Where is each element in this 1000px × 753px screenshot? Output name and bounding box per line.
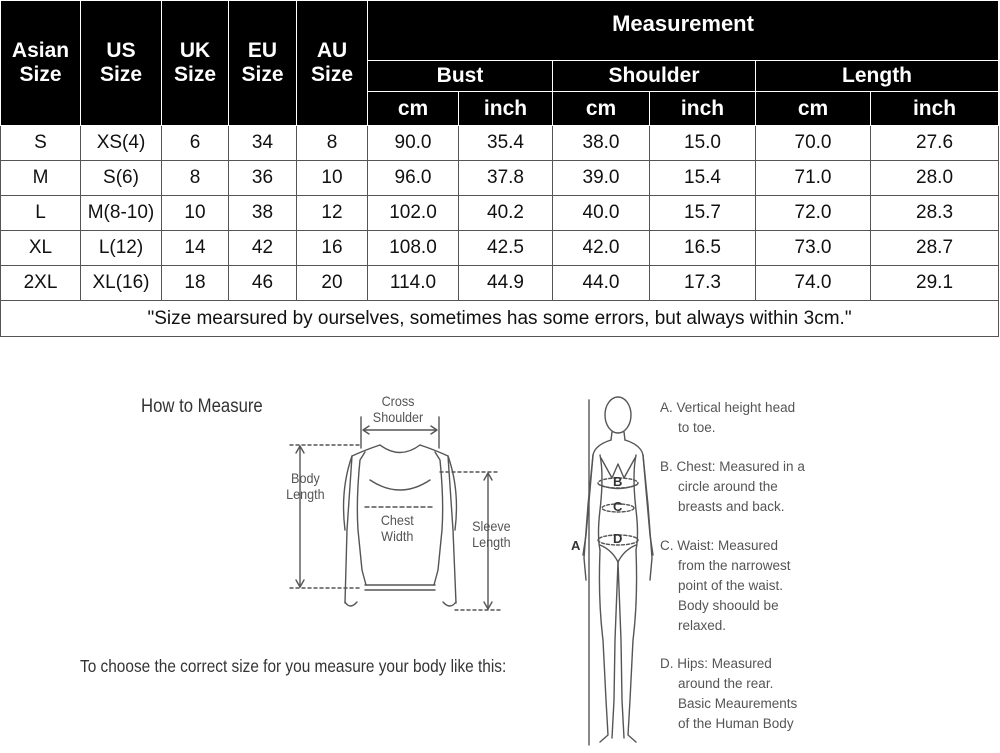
cell-shoulder-inch: 15.0 <box>650 126 756 161</box>
header-length-inch: inch <box>871 92 999 126</box>
header-eu-size: EU Size <box>229 1 297 126</box>
header-uk-size: UK Size <box>162 1 229 126</box>
sleeve-length-label: Sleeve Length <box>472 518 511 550</box>
cell-bust-cm: 96.0 <box>368 161 459 196</box>
cell-us-size: XS(4) <box>81 126 162 161</box>
header-bust-inch: inch <box>459 92 553 126</box>
cell-shoulder-inch: 15.7 <box>650 196 756 231</box>
size-note: "Size mearsured by ourselves, sometimes has some errors, but always within 3cm." <box>1 301 999 337</box>
header-shoulder-cm: cm <box>553 92 650 126</box>
cell-eu-size: 36 <box>229 161 297 196</box>
chest-width-label: Chest Width <box>380 512 414 544</box>
header-us-size: US Size <box>81 1 162 126</box>
legend-a: A. Vertical height head to toe. <box>660 400 796 435</box>
legend-d: D. Hips: Measured around the rear. Basic Meaurements of the Human Body <box>660 656 798 731</box>
cross-shoulder-label: Cross Shoulder <box>372 393 424 425</box>
cell-uk-size: 6 <box>162 126 229 161</box>
cell-shoulder-inch: 15.4 <box>650 161 756 196</box>
how-to-measure-title: How to Measure <box>141 396 263 417</box>
cell-asian-size: S <box>1 126 81 161</box>
cell-bust-inch: 44.9 <box>459 266 553 301</box>
legend-c: C. Waist: Measured from the narrowest point of the waist. Body shoould be relaxed. <box>660 538 791 633</box>
header-au-size: AU Size <box>297 1 368 126</box>
body-length-label: Body Length <box>286 470 325 502</box>
header-shoulder: Shoulder <box>553 61 756 92</box>
cell-uk-size: 18 <box>162 266 229 301</box>
cell-us-size: L(12) <box>81 231 162 266</box>
cell-uk-size: 10 <box>162 196 229 231</box>
cell-au-size: 20 <box>297 266 368 301</box>
cell-asian-size: 2XL <box>1 266 81 301</box>
cell-bust-cm: 102.0 <box>368 196 459 231</box>
cell-shoulder-cm: 40.0 <box>553 196 650 231</box>
cell-shoulder-inch: 17.3 <box>650 266 756 301</box>
cell-us-size: XL(16) <box>81 266 162 301</box>
header-bust-cm: cm <box>368 92 459 126</box>
cell-bust-inch: 35.4 <box>459 126 553 161</box>
cell-au-size: 16 <box>297 231 368 266</box>
cell-shoulder-cm: 44.0 <box>553 266 650 301</box>
cell-bust-inch: 42.5 <box>459 231 553 266</box>
cell-uk-size: 14 <box>162 231 229 266</box>
cell-bust-cm: 114.0 <box>368 266 459 301</box>
cell-bust-cm: 90.0 <box>368 126 459 161</box>
cell-eu-size: 46 <box>229 266 297 301</box>
cell-length-cm: 72.0 <box>756 196 871 231</box>
choose-size-instruction: To choose the correct size for you measure your body like this: <box>80 656 507 676</box>
cell-us-size: M(8-10) <box>81 196 162 231</box>
cell-asian-size: M <box>1 161 81 196</box>
cell-length-cm: 70.0 <box>756 126 871 161</box>
cell-shoulder-cm: 39.0 <box>553 161 650 196</box>
header-asian-size: Asian Size <box>1 1 81 126</box>
cell-bust-inch: 37.8 <box>459 161 553 196</box>
cell-length-inch: 27.6 <box>871 126 999 161</box>
table-row <box>1 161 999 196</box>
cell-eu-size: 34 <box>229 126 297 161</box>
body-figure-drawing <box>583 397 653 745</box>
cell-au-size: 10 <box>297 161 368 196</box>
cell-length-cm: 71.0 <box>756 161 871 196</box>
cell-shoulder-cm: 42.0 <box>553 231 650 266</box>
table-row <box>1 126 999 161</box>
legend-b: B. Chest: Measured in a circle around the breasts and back. <box>660 459 805 514</box>
cell-length-inch: 29.1 <box>871 266 999 301</box>
table-row <box>1 266 999 301</box>
cell-us-size: S(6) <box>81 161 162 196</box>
cell-asian-size: L <box>1 196 81 231</box>
header-bust: Bust <box>368 61 553 92</box>
letter-d: D <box>613 531 623 546</box>
size-chart-table <box>0 0 999 337</box>
table-row <box>1 196 999 231</box>
cell-eu-size: 42 <box>229 231 297 266</box>
cell-shoulder-cm: 38.0 <box>553 126 650 161</box>
letter-c: C <box>613 499 623 514</box>
cell-shoulder-inch: 16.5 <box>650 231 756 266</box>
cell-bust-cm: 108.0 <box>368 231 459 266</box>
cell-length-cm: 73.0 <box>756 231 871 266</box>
cell-bust-inch: 40.2 <box>459 196 553 231</box>
table-row <box>1 231 999 266</box>
cell-uk-size: 8 <box>162 161 229 196</box>
letter-b: B <box>613 474 623 489</box>
cell-length-inch: 28.3 <box>871 196 999 231</box>
cell-asian-size: XL <box>1 231 81 266</box>
cell-au-size: 8 <box>297 126 368 161</box>
cell-length-inch: 28.0 <box>871 161 999 196</box>
measure-guide <box>0 340 1000 753</box>
cell-au-size: 12 <box>297 196 368 231</box>
header-length: Length <box>756 61 999 92</box>
cell-eu-size: 38 <box>229 196 297 231</box>
cell-length-cm: 74.0 <box>756 266 871 301</box>
header-shoulder-inch: inch <box>650 92 756 126</box>
cell-length-inch: 28.7 <box>871 231 999 266</box>
header-measurement: Measurement <box>368 1 999 61</box>
header-length-cm: cm <box>756 92 871 126</box>
letter-a: A <box>571 538 581 553</box>
